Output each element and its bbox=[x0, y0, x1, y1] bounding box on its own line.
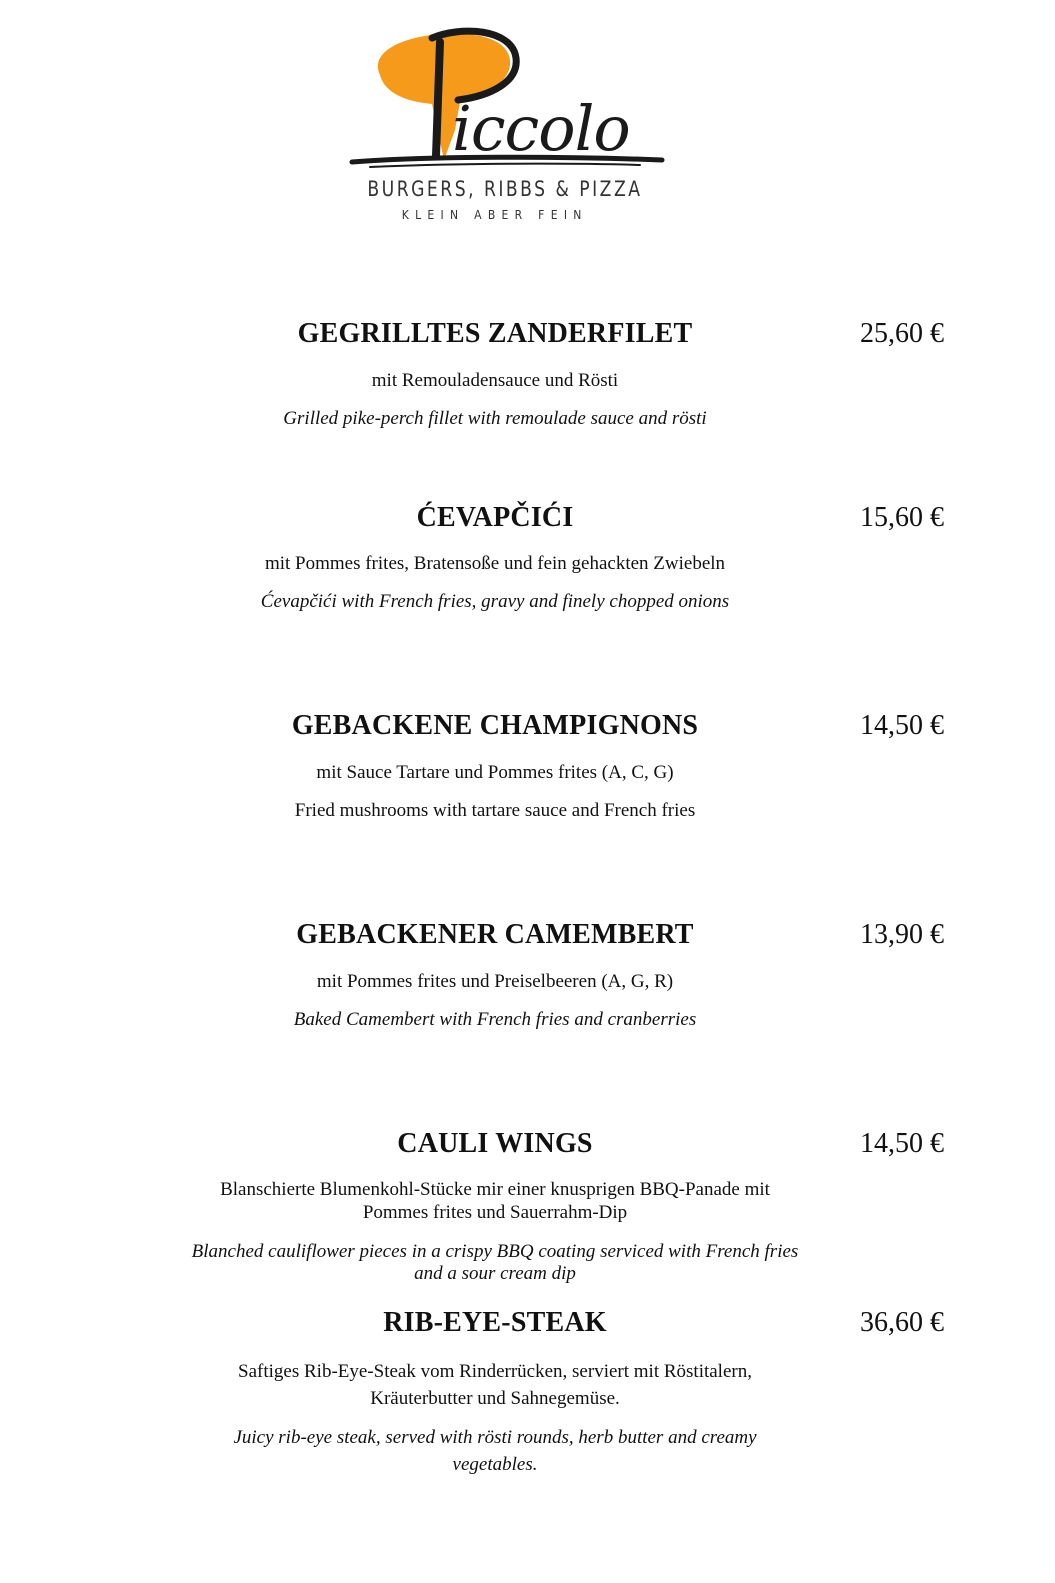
logo-tagline: BURGERS, RIBBS & PIZZA bbox=[367, 177, 643, 201]
svg-text:iccolo: iccolo bbox=[452, 92, 630, 165]
item-description-de: mit Sauce Tartare und Pommes frites (A, C, G) bbox=[316, 762, 674, 783]
item-name: RIB-EYE-STEAK bbox=[383, 1307, 607, 1338]
item-description-de-text: Saftiges Rib-Eye-Steak vom Rinderrücken, serviert mit Röstitalern, Kräuterbutter und Sahnegemüse. bbox=[238, 1361, 752, 1409]
item-description-en bbox=[0, 1241, 990, 1285]
item-description-en-text: Juicy rib-eye steak, served with rösti rounds, herb butter and creamy vegetables. bbox=[233, 1427, 757, 1475]
item-description-de: mit Remouladensauce und Rösti bbox=[371, 370, 619, 391]
item-price: 15,60 € bbox=[860, 502, 944, 533]
item-description-de bbox=[0, 1178, 990, 1224]
item-price: 14,50 € bbox=[860, 1128, 944, 1159]
item-description-en-text: Blanched cauliflower pieces in a crispy BBQ coating serviced with French fries and a sour cream dip bbox=[191, 1241, 799, 1284]
item-description-en: Ćevapčići with French fries, gravy and finely chopped onions bbox=[260, 591, 730, 612]
item-price: 14,50 € bbox=[860, 710, 944, 741]
item-description-en bbox=[0, 1424, 990, 1478]
item-description-en: Grilled pike-perch fillet with remoulade sauce and rösti bbox=[283, 408, 707, 429]
restaurant-logo bbox=[340, 20, 680, 235]
piccolo-logo-mark bbox=[340, 20, 680, 180]
item-name: GEGRILLTES ZANDERFILET bbox=[297, 318, 693, 349]
item-price: 25,60 € bbox=[860, 318, 944, 349]
logo-subtagline: KLEIN ABER FEIN bbox=[401, 208, 588, 222]
item-name: ĆEVAPČIĆI bbox=[416, 502, 574, 533]
item-description-de-text: Blanschierte Blumenkohl-Stücke mir einer knusprigen BBQ-Panade mit Pommes frites und Sauerrahm-Dip bbox=[220, 1179, 770, 1223]
item-name: CAULI WINGS bbox=[397, 1128, 593, 1159]
item-description-de bbox=[0, 1358, 990, 1412]
item-name: GEBACKENER CAMEMBERT bbox=[296, 919, 694, 950]
item-description-en: Baked Camembert with French fries and cranberries bbox=[293, 1009, 697, 1030]
item-description-en: Fried mushrooms with tartare sauce and French fries bbox=[294, 800, 696, 821]
item-price: 13,90 € bbox=[860, 919, 944, 950]
item-description-de: mit Pommes frites und Preiselbeeren (A, G, R) bbox=[316, 971, 674, 992]
item-name: GEBACKENE CHAMPIGNONS bbox=[291, 710, 699, 741]
item-description-de: mit Pommes frites, Bratensoße und fein gehackten Zwiebeln bbox=[264, 553, 726, 574]
item-price: 36,60 € bbox=[860, 1307, 944, 1338]
